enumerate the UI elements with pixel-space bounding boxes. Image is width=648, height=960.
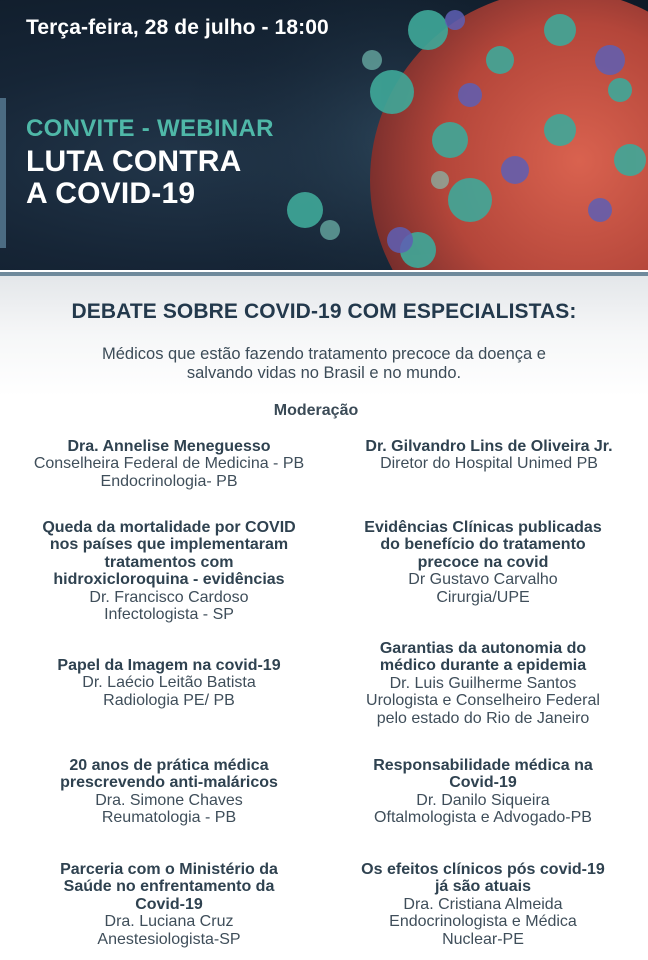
talk-card — [10, 757, 328, 827]
speaker-name: Dra. Luciana Cruz — [104, 913, 234, 931]
event-date: Terça-feira, 28 de julho - 18:00 — [26, 16, 329, 39]
talk-title: do benefício do tratamento — [380, 536, 586, 554]
speaker-name: Dr. Danilo Siqueira — [416, 791, 550, 809]
speaker-name: Dra. Cristiana Almeida — [403, 895, 563, 913]
talk-title: 20 anos de prática médica — [69, 757, 269, 774]
accent-bar — [0, 98, 6, 248]
talk-title: tratamentos com — [104, 553, 234, 571]
moderator-card — [338, 438, 640, 473]
speaker-name: Dr. Francisco Cardoso — [89, 588, 249, 606]
talk-title: Evidências Clínicas publicadas — [364, 519, 602, 536]
debate-subtitle — [44, 345, 604, 383]
talk-title: Parceria com o Ministério da — [60, 861, 278, 878]
talk-title: prescrevendo anti-maláricos — [60, 774, 278, 792]
speaker-name: Dra. Simone Chaves — [95, 791, 243, 809]
speaker-role: pelo estado do Rio de Janeiro — [376, 709, 590, 727]
debate-headline: DEBATE SOBRE COVID-19 COM ESPECIALISTAS: — [71, 300, 577, 323]
event-title-line2: A COVID-19 — [26, 177, 196, 210]
talk-title: hidroxicloroquina - evidências — [53, 571, 285, 589]
talk-card — [332, 757, 634, 827]
speaker-role: Oftalmologista e Advogado-PB — [374, 809, 592, 827]
speaker-role: Urologista e Conselheiro Federal — [366, 692, 600, 710]
speaker-role: Infectologista - SP — [104, 606, 234, 624]
speaker-role: Radiologia PE/ PB — [103, 691, 235, 709]
talk-card — [332, 861, 634, 948]
talk-title: Responsabilidade médica na — [373, 757, 593, 774]
talk-title: Covid-19 — [449, 774, 517, 792]
talk-title: Papel da Imagem na covid-19 — [57, 657, 281, 674]
moderator-card — [10, 438, 328, 490]
speaker-role: Cirurgia/UPE — [436, 588, 530, 606]
talk-title: Queda da mortalidade por COVID — [42, 519, 296, 536]
subtitle-line: Médicos que estão fazendo tratamento precoce da doença e — [102, 345, 546, 363]
talk-title: já são atuais — [434, 878, 532, 896]
moderator-detail: Endocrinologia- PB — [100, 472, 238, 490]
moderator-detail: Conselheira Federal de Medicina - PB — [33, 455, 305, 473]
subtitle-line: salvando vidas no Brasil e no mundo. — [186, 364, 462, 382]
talk-card — [332, 519, 634, 606]
talk-title: Covid-19 — [135, 895, 203, 913]
speaker-role: Anestesiologista-SP — [97, 930, 241, 948]
moderator-name: Dr. Gilvandro Lins de Oliveira Jr. — [365, 438, 613, 455]
talk-card — [10, 861, 328, 948]
moderator-detail: Diretor do Hospital Unimed PB — [380, 455, 598, 473]
talk-title: Saúde no enfrentamento da — [63, 878, 275, 896]
speaker-name: Dr Gustavo Carvalho — [408, 571, 558, 589]
talk-title: precoce na covid — [417, 553, 549, 571]
talk-title: Os efeitos clínicos pós covid-19 — [361, 861, 605, 878]
moderation-label: Moderação — [273, 402, 359, 419]
speaker-role: Nuclear-PE — [442, 930, 524, 948]
talk-title: médico durante a epidemia — [379, 657, 587, 675]
talk-title: Garantias da autonomia do — [379, 640, 587, 657]
talk-card — [10, 657, 328, 709]
speaker-name: Dr. Luis Guilherme Santos — [389, 674, 577, 692]
talk-card — [332, 640, 634, 727]
invite-label: CONVITE - WEBINAR — [26, 115, 274, 142]
speaker-role: Endocrinologista e Médica — [389, 913, 577, 931]
speaker-name: Dr. Laécio Leitão Batista — [82, 674, 256, 692]
talk-title: nos países que implementaram — [49, 536, 289, 554]
moderator-name: Dra. Annelise Meneguesso — [67, 438, 271, 455]
talk-card — [10, 519, 328, 623]
speaker-role: Reumatologia - PB — [101, 809, 237, 827]
header-banner — [0, 0, 648, 270]
event-title-line1: LUTA CONTRA — [26, 145, 242, 178]
